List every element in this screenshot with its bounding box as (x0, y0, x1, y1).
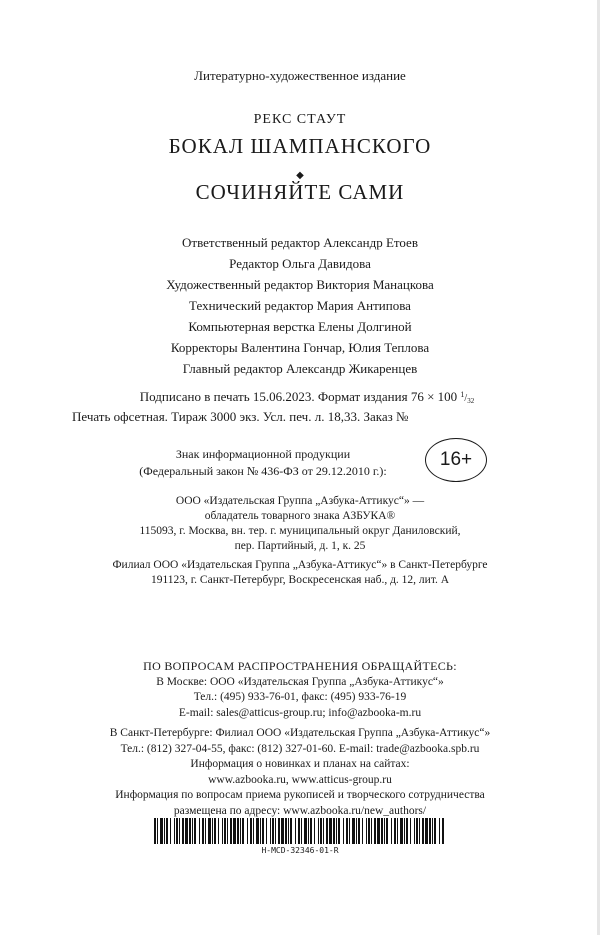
authors-line: Информация по вопросам приема рукописей и творческого сотрудничества (115, 789, 485, 801)
format-numerator: 1 (460, 390, 465, 399)
news-line: www.azbooka.ru, www.atticus-group.ru (208, 773, 392, 786)
credit-line: Компьютерная верстка Елены Долгиной (188, 319, 412, 334)
edition-type: Литературно-художественное издание (194, 68, 406, 83)
barcode-text: H-MCD-32346-01-R (261, 846, 339, 855)
authors-line: размещена по адресу: www.azbooka.ru/new_authors/ (173, 804, 427, 817)
author-name: РЕКС СТАУТ (253, 112, 347, 127)
barcode-icon (154, 818, 444, 844)
print-signed-line (72, 387, 542, 409)
sign-label: Знак информационной продукции (175, 447, 351, 461)
news-line: Информация о новинках и планах на сайтах: (190, 758, 410, 770)
print-run-line: Печать офсетная. Тираж 3000 экз. Усл. печ. л. 18,33. Заказ № (72, 409, 409, 424)
publisher-block (0, 494, 600, 554)
credit-line: Корректоры Валентина Гончар, Юлия Теплова (170, 340, 430, 355)
distribution-block (0, 659, 600, 819)
sign-law: (Федеральный закон № 436-ФЗ от 29.12.2010 г.): (139, 464, 387, 478)
publisher-line: 115093, г. Москва, вн. тер. г. муниципальный округ Даниловский, (139, 525, 461, 537)
spb-line: Тел.: (812) 327-04-55, факс: (812) 327-01-60. E-mail: trade@azbooka.spb.ru (120, 742, 480, 755)
format-denominator: 32 (467, 397, 475, 405)
format-fraction: $^1/_{32}$ (460, 390, 475, 405)
branch-block (0, 558, 600, 588)
credit-line: Редактор Ольга Давидова (229, 256, 371, 271)
distribution-heading: ПО ВОПРОСАМ РАСПРОСТРАНЕНИЯ ОБРАЩАЙТЕСЬ: (143, 659, 457, 673)
moscow-line: В Москве: ООО «Издательская Группа „Азбука-Аттикус“» (156, 675, 444, 688)
info-product-sign (113, 446, 413, 480)
publisher-line: обладатель товарного знака АЗБУКА® (204, 510, 396, 522)
moscow-line: Тел.: (495) 933-76-01, факс: (495) 933-76-19 (193, 691, 407, 703)
chief-editor: Главный редактор Александр Жикаренцев (182, 361, 418, 376)
branch-line: 191123, г. Санкт-Петербург, Воскресенская наб., д. 12, лит. А (150, 574, 450, 586)
credits-list (0, 232, 600, 358)
print-signed-text: Подписано в печать 15.06.2023. Формат издания 76 × 100 (139, 389, 458, 404)
publisher-line: пер. Партийный, д. 1, к. 25 (234, 540, 366, 552)
credit-line: Ответственный редактор Александр Етоев (182, 235, 418, 250)
moscow-line: E-mail: sales@atticus-group.ru; info@azbooka-m.ru (178, 706, 422, 719)
print-details (72, 387, 542, 425)
credit-line: Технический редактор Мария Антипова (189, 298, 411, 313)
spb-line: В Санкт-Петербурге: Филиал ООО «Издательская Группа „Азбука-Аттикус“» (109, 727, 491, 739)
credit-line: Художественный редактор Виктория Манацкова (166, 277, 434, 292)
diamond-separator-icon: ◆ (296, 170, 304, 181)
branch-line: Филиал ООО «Издательская Группа „Азбука-Аттикус“» в Санкт-Петербурге (112, 559, 488, 571)
book-title-1: БОКАЛ ШАМПАНСКОГО (168, 134, 432, 158)
book-title-2: СОЧИНЯЙТЕ САМИ (195, 180, 405, 204)
age-rating-badge: 16+ (425, 438, 487, 482)
publisher-line: ООО «Издательская Группа „Азбука-Аттикус“» — (175, 495, 425, 507)
